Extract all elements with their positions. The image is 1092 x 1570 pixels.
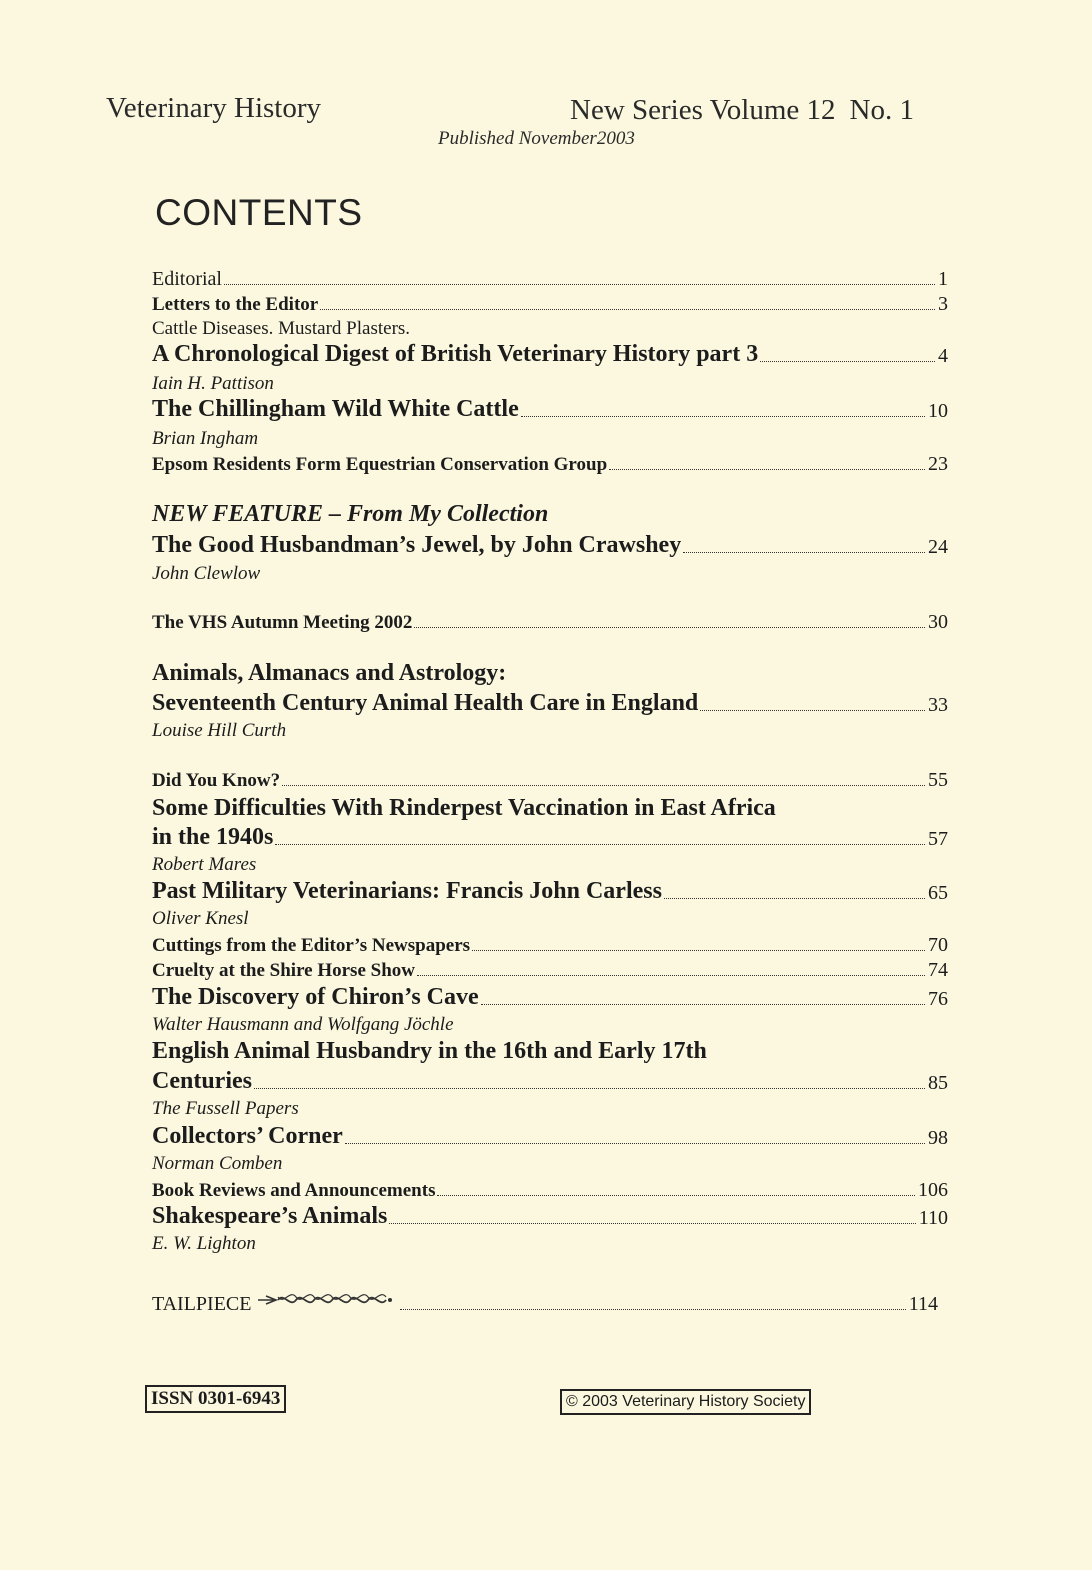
dot-leader: [224, 283, 935, 285]
toc-author: Walter Hausmann and Wolfgang Jöchle: [152, 1014, 454, 1035]
toc-page: 24: [928, 536, 948, 558]
toc-entry-tailpiece[interactable]: [152, 1288, 938, 1316]
toc-title: Did You Know?: [152, 770, 281, 791]
toc-page: 4: [938, 345, 948, 367]
toc-author: Louise Hill Curth: [152, 720, 287, 741]
toc-author: Oliver Knesl: [152, 908, 249, 929]
toc-page: 65: [928, 882, 948, 904]
toc-page: 114: [908, 1293, 938, 1315]
toc-entry-chiron[interactable]: [152, 984, 948, 1011]
toc-entry-shakespeare[interactable]: [152, 1203, 948, 1230]
toc-subtitle: Cattle Diseases. Mustard Plasters.: [152, 318, 411, 339]
dot-leader: [400, 1308, 906, 1310]
toc-title: Epsom Residents Form Equestrian Conservation Group: [152, 454, 608, 475]
toc-author: E. W. Lighton: [152, 1233, 256, 1254]
toc-page: 23: [928, 453, 948, 475]
toc-page: 30: [928, 611, 948, 633]
toc-page: 33: [928, 694, 948, 716]
toc-title: Book Reviews and Announcements: [152, 1180, 436, 1201]
toc-entry-chronological[interactable]: [152, 341, 948, 368]
toc-title: The Good Husbandman’s Jewel, by John Crawshey: [152, 532, 682, 558]
toc-author: Norman Comben: [152, 1153, 283, 1174]
toc-page: 74: [928, 959, 948, 981]
dot-leader: [417, 974, 925, 976]
toc-entry-book-reviews[interactable]: [152, 1179, 948, 1202]
dot-leader: [282, 784, 925, 786]
issue-number: No. 1: [849, 94, 914, 126]
dot-leader: [472, 949, 925, 951]
published-date: Published November2003: [438, 128, 635, 149]
toc-page: 106: [918, 1179, 948, 1201]
toc-title: Cruelty at the Shire Horse Show: [152, 960, 415, 981]
toc-entry-collectors[interactable]: [152, 1123, 948, 1150]
dot-leader: [521, 415, 925, 417]
toc-entry-did-you-know[interactable]: [152, 769, 948, 792]
dot-leader: [700, 709, 925, 711]
dot-leader: [320, 308, 935, 310]
copyright-box: © 2003 Veterinary History Society: [560, 1389, 811, 1415]
toc-entry-editorial[interactable]: [152, 268, 948, 291]
toc-title: Collectors’ Corner: [152, 1123, 343, 1149]
issn-box: ISSN 0301-6943: [145, 1385, 286, 1413]
toc-entry-letters[interactable]: [152, 293, 948, 316]
toc-author: The Fussell Papers: [152, 1098, 299, 1119]
toc-title: Letters to the Editor: [152, 294, 319, 315]
toc-entry-epsom[interactable]: [152, 453, 948, 476]
toc-entry-english-husbandry[interactable]: [152, 1068, 948, 1095]
dot-leader: [683, 551, 925, 553]
dot-leader: [414, 626, 925, 628]
toc-entry-vhs-meeting[interactable]: [152, 611, 948, 634]
toc-page: 70: [928, 934, 948, 956]
toc-title: in the 1940s: [152, 824, 274, 850]
scroll-ornament-icon: [256, 1288, 398, 1310]
toc-title: Cuttings from the Editor’s Newspapers: [152, 935, 471, 956]
ornament-icon: [256, 1288, 398, 1316]
toc-entry-husbandman[interactable]: [152, 532, 948, 559]
toc-page: 85: [928, 1072, 948, 1094]
toc-entry-chillingham[interactable]: [152, 396, 948, 423]
toc-page: 3: [938, 293, 948, 315]
series-volume: New Series Volume 12: [570, 94, 836, 126]
dot-leader: [760, 360, 935, 362]
toc-title: TAILPIECE: [152, 1293, 252, 1315]
toc-page: 1: [938, 268, 948, 290]
toc-page: 57: [928, 828, 948, 850]
issue-info: [570, 94, 914, 127]
toc-title: Shakespeare’s Animals: [152, 1203, 388, 1229]
dot-leader: [389, 1222, 915, 1224]
toc-page: 10: [928, 400, 948, 422]
dot-leader: [437, 1194, 915, 1196]
toc-entry-military[interactable]: [152, 878, 948, 905]
toc-entry-cruelty[interactable]: [152, 959, 948, 982]
toc-title: Past Military Veterinarians: Francis John Carless: [152, 878, 662, 904]
dot-leader: [345, 1142, 925, 1144]
toc-title-line1: Some Difficulties With Rinderpest Vaccination in East Africa: [152, 795, 776, 821]
toc-title: A Chronological Digest of British Veterinary History part 3: [152, 341, 759, 367]
dot-leader: [275, 843, 925, 845]
toc-page: 76: [928, 988, 948, 1010]
toc-title-line1: English Animal Husbandry in the 16th and Early 17th: [152, 1038, 707, 1064]
toc-title-line1: Animals, Almanacs and Astrology:: [152, 660, 507, 686]
toc-title: The VHS Autumn Meeting 2002: [152, 612, 413, 633]
dot-leader: [254, 1087, 925, 1089]
toc-author: Iain H. Pattison: [152, 373, 274, 394]
toc-title: The Chillingham Wild White Cattle: [152, 396, 519, 422]
toc-title: Seventeenth Century Animal Health Care in England: [152, 690, 699, 716]
toc-title: Editorial: [152, 268, 222, 290]
toc-author: John Clewlow: [152, 563, 261, 584]
contents-heading: CONTENTS: [155, 192, 363, 233]
dot-leader: [609, 468, 925, 470]
toc-author: Brian Ingham: [152, 428, 259, 449]
toc-entry-animals[interactable]: [152, 690, 948, 717]
toc-entry-cuttings[interactable]: [152, 934, 948, 957]
new-feature-label: NEW FEATURE – From My Collection: [152, 501, 549, 527]
dot-leader: [664, 897, 925, 899]
journal-title: Veterinary History: [106, 92, 322, 124]
toc-title: The Discovery of Chiron’s Cave: [152, 984, 479, 1010]
toc-author: Robert Mares: [152, 854, 257, 875]
dot-leader: [481, 1003, 925, 1005]
toc-page: 55: [928, 769, 948, 791]
toc-title: Centuries: [152, 1068, 252, 1094]
toc-page: 98: [928, 1127, 948, 1149]
toc-entry-rinderpest[interactable]: [152, 824, 948, 851]
toc-page: 110: [918, 1207, 948, 1229]
